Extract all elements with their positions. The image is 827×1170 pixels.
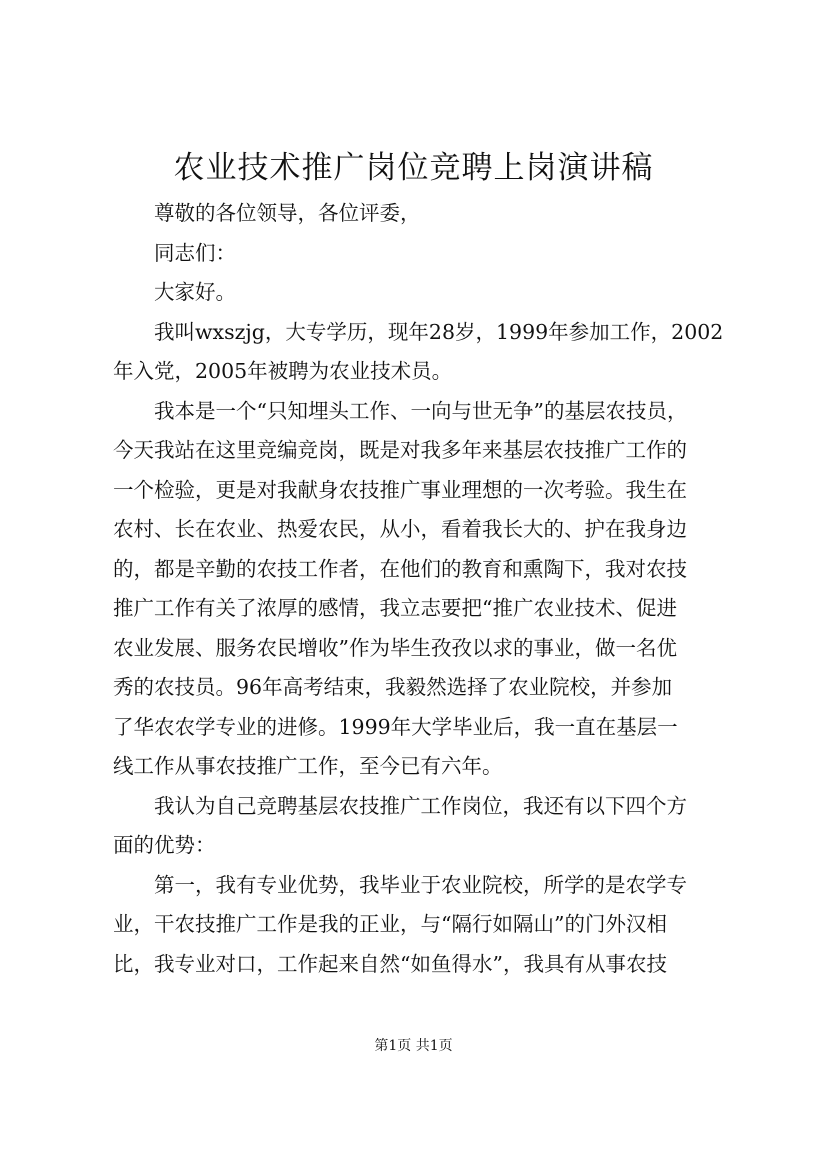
text-line: 了华农农学专业的进修。1999年大学毕业后，我一直在基层一 [113, 714, 678, 739]
paragraph-comrades [113, 234, 725, 274]
text-line: 推广工作有关了浓厚的感情，我立志要把“推广农业技术、促进 [113, 596, 677, 620]
text-line: 今天我站在这里竞编竞岗，既是对我多年来基层农技推广工作的 [113, 438, 687, 462]
paragraph-intro [113, 313, 725, 392]
text-line: 线工作从事农技推广工作，至今已有六年。 [113, 754, 503, 778]
text-line: 尊敬的各位领导，各位评委， [154, 201, 421, 225]
text-line: 年入党，2005年被聘为农业技术员。 [113, 359, 453, 383]
text-line: 农村、长在农业、热爱农民，从小，看着我长大的、护在我身边 [113, 517, 687, 541]
text-line: 大家好。 [154, 280, 236, 304]
text-line: 第一，我有专业优势，我毕业于农业院校，所学的是农学专 [154, 872, 687, 897]
document-title: 农业技术推广岗位竞聘上岗演讲稿 [173, 150, 654, 186]
text-line: 秀的农技员。96年高考结束，我毅然选择了农业院校，并参加 [113, 675, 673, 699]
paragraph-salutation [113, 194, 725, 234]
paragraph-first-advantage [113, 866, 725, 985]
text-line: 我认为自己竞聘基层农技推广工作岗位，我还有以下四个方 [154, 793, 687, 818]
text-line: 比，我专业对口，工作起来自然“如鱼得水”，我具有从事农技 [113, 951, 667, 976]
text-line: 同志们： [154, 240, 236, 265]
paragraph-background [113, 392, 725, 787]
text-line: 我叫wxszjg，大专学历，现年28岁，1999年参加工作，2002 [154, 319, 724, 344]
text-line: 的，都是辛勤的农技工作者，在他们的教育和熏陶下，我对农技 [113, 556, 687, 581]
text-line: 一个检验，更是对我献身农技推广事业理想的一次考验。我生在 [113, 477, 687, 502]
document-body [113, 194, 725, 984]
text-line: 农业发展、服务农民增收”作为毕生孜孜以求的事业，做一名优 [113, 635, 677, 660]
page-footer: 第1页 共1页 [374, 1038, 453, 1054]
text-line: 我本是一个“只知埋头工作、一向与世无争”的基层农技员， [154, 398, 688, 423]
paragraph-advantages [113, 787, 725, 866]
text-line: 业，干农技推广工作是我的正业，与“隔行如隔山”的门外汉相 [113, 912, 667, 936]
text-line: 面的优势： [113, 833, 216, 857]
paragraph-greeting [113, 273, 725, 313]
